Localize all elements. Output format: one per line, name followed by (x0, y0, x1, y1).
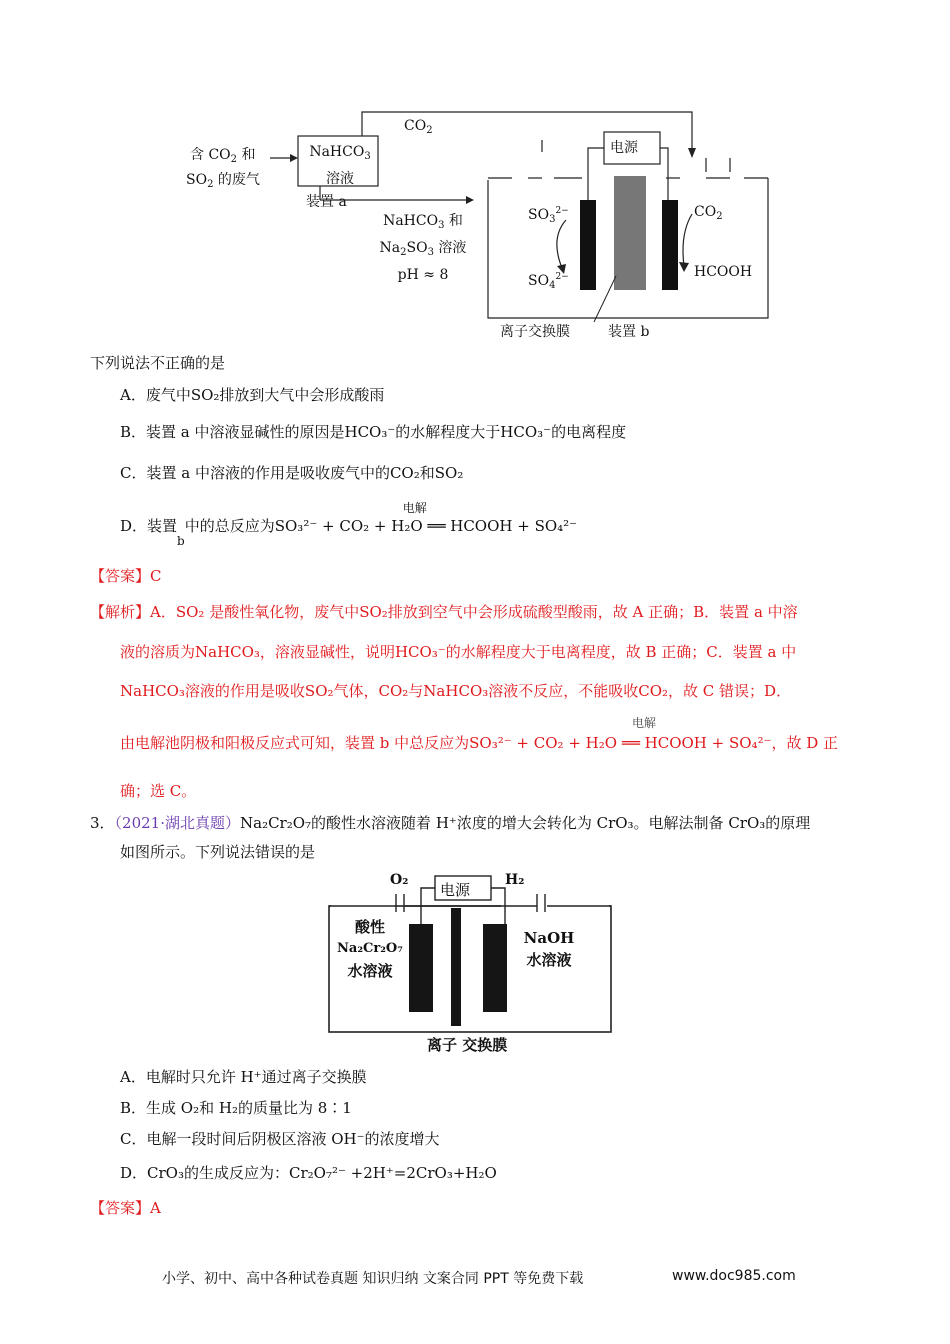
q3-option-b: B．生成 O₂和 H₂的质量比为 8∶1 (120, 1099, 352, 1117)
q2-analysis-line-5: 确；选 C。 (120, 782, 197, 800)
so3-label (528, 206, 569, 225)
sol-line2-sub: 2 (400, 247, 407, 258)
q2-option-b: B．装置 a 中溶液显碱性的原因是HCO₃⁻的水解程度大于HCO₃⁻的电离程度 (120, 423, 627, 441)
q2-option-a: A．废气中SO₂排放到大气中会形成酸雨 (120, 386, 385, 404)
q2-analysis-line-1 (90, 601, 798, 623)
co2-top-sub: 2 (426, 125, 433, 136)
sol-line2-mid: SO (406, 240, 428, 256)
q2-analysis-condition: 电解 (632, 716, 657, 730)
sol-line3: pH ≈ 8 (397, 267, 449, 283)
q2-analysis-text-1: A．SO₂ 是酸性氧化物，废气中SO₂排放到空气中会形成硫酸型酸雨，故 A 正确；B．装置 a 中溶 (150, 603, 798, 621)
waste-gas-label (186, 145, 260, 195)
q3-option-a: A．电解时只允许 H⁺通过离子交换膜 (120, 1068, 367, 1086)
q2-answer-value: C (150, 567, 162, 585)
h2-label: H₂ (505, 872, 525, 888)
so3-sub: 3 (549, 214, 556, 225)
gas-line2-sub: 2 (207, 179, 214, 190)
q2-option-d-prefix: D．装置 (120, 517, 178, 535)
nahco3-box-label (304, 141, 376, 190)
so4-label (528, 272, 569, 291)
q3-stem-line-2: 如图所示。下列说法错误的是 (120, 843, 316, 861)
q3-option-c: C．电解一段时间后阴极区溶液 OH⁻的浓度增大 (120, 1130, 440, 1148)
footer-text: 小学、初中、高中各种试卷真题 知识归纳 文案合同 PPT 等免费下载 (162, 1271, 584, 1287)
sol-line1: NaHCO (383, 213, 439, 229)
gas-line1-tail: 和 (237, 147, 256, 163)
box-line2: 溶液 (326, 171, 354, 187)
q2-option-d (120, 501, 578, 552)
box-line1: NaHCO (309, 144, 365, 160)
q3-answer-value: A (150, 1199, 161, 1217)
co2-right-sub: 2 (716, 211, 723, 222)
left-line3: 水溶液 (347, 962, 393, 980)
q2-option-d-equation: SO₃²⁻ + CO₂ + H₂O ══ HCOOH + SO₄²⁻ (274, 517, 578, 535)
box-line1-sub: 3 (364, 151, 371, 162)
q2-analysis-line-4: 由电解池阴极和阳极反应式可知，装置 b 中总反应为SO₃²⁻ + CO₂ + H₂O ══ HCOOH + SO₄²⁻，故 D 正 (120, 734, 839, 752)
solution-label (376, 210, 470, 286)
right-line1: NaOH (523, 929, 575, 947)
q2-analysis-line-2: 液的溶质为NaHCO₃，溶液显碱性，说明HCO₃⁻的水解程度大于电离程度，故 B 正确；C．装置 a 中 (120, 643, 797, 661)
q2-answer-label: 【答案】 (90, 567, 151, 585)
right-line2: 水溶液 (526, 951, 572, 969)
q2-analysis-line-4-wrap (120, 716, 839, 754)
sol-line1-tail: 和 (444, 213, 463, 229)
electrolysis-diagram-1 (170, 100, 780, 350)
q3-stem-line-1 (90, 812, 810, 834)
q2-option-d-b: b (177, 534, 185, 548)
membrane-label-1: 离子交换膜 (500, 324, 570, 340)
co2-top-label (404, 118, 433, 136)
o2-label: O₂ (390, 872, 409, 888)
sol-line2-tail: 溶液 (433, 240, 467, 256)
q3-answer (90, 1197, 161, 1219)
sol-line2: Na (379, 240, 401, 256)
right-solution-label (514, 927, 584, 971)
q2-answer (90, 565, 162, 587)
so4: SO (528, 273, 550, 289)
footer-site-link[interactable]: www.doc985.com (672, 1268, 796, 1284)
q3-option-d: D．CrO₃的生成反应为：Cr₂O₇²⁻ +2H⁺=2CrO₃+H₂O (120, 1164, 497, 1182)
hcooh-label: HCOOH (694, 264, 753, 280)
q2-stem: 下列说法不正确的是 (90, 354, 226, 372)
so4-sub: 4 (549, 280, 556, 291)
sol-line1-sub: 3 (438, 220, 445, 231)
q3-number: 3． (90, 814, 115, 832)
so3: SO (528, 207, 550, 223)
left-line2: Na₂Cr₂O₇ (337, 941, 403, 956)
left-line1: 酸性 (354, 918, 385, 936)
gas-line2-tail: 的废气 (213, 172, 260, 188)
device-a-label: 装置 a (306, 194, 347, 210)
q3-stem-1: Na₂Cr₂O₇的酸性水溶液随着 H⁺浓度的增大会转化为 CrO₃。电解法制备 CrO₃的原理 (240, 814, 811, 832)
sol-line2-sub2: 3 (427, 247, 434, 258)
co2-right: CO (694, 204, 717, 220)
gas-line1-sub: 2 (230, 154, 238, 165)
gas-line2: SO (186, 172, 208, 188)
left-solution-label (334, 916, 406, 982)
q2-option-d-mid: 中的总反应为 (184, 517, 275, 535)
q2-option-d-condition: 电解 (402, 501, 427, 515)
so3-sup: 2− (555, 206, 569, 216)
device-b-label: 装置 b (608, 324, 650, 340)
power-label-2: 电源 (440, 881, 471, 899)
q2-option-c: C．装置 a 中溶液的作用是吸收废气中的CO₂和SO₂ (120, 464, 464, 482)
co2-top: CO (404, 118, 427, 134)
co2-right-label (694, 204, 723, 222)
q2-analysis-label: 【解析】 (90, 603, 151, 621)
q2-analysis-line-3: NaHCO₃溶液的作用是吸收SO₂气体，CO₂与NaHCO₃溶液不反应，不能吸收CO₂，故 C 错误；D． (120, 682, 792, 700)
power-label-1: 电源 (610, 140, 638, 156)
membrane-label-2: 离子 交换膜 (427, 1036, 508, 1054)
q3-answer-label: 【答案】 (90, 1199, 151, 1217)
so4-sup: 2− (555, 272, 569, 282)
q3-source: （2021·湖北真题） (114, 814, 240, 832)
gas-line1: 含 CO (190, 147, 231, 163)
